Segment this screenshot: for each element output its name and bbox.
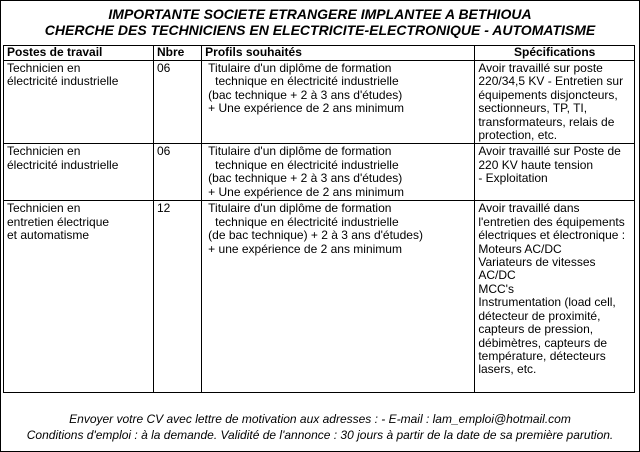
text-line: transformateurs, relais de xyxy=(478,114,615,129)
cell-spec xyxy=(475,201,635,393)
text-line: Technicien en xyxy=(7,201,81,216)
text-line: AC/DC xyxy=(478,268,516,283)
text-line: Technicien en xyxy=(7,61,81,75)
text-line: (bac technique + 2 à 3 ans d'études) xyxy=(208,171,403,186)
ad-subheadline: CHERCHE DES TECHNICIENS EN ELECTRICITE-ELECTRONIQUE - AUTOMATISME xyxy=(44,22,596,38)
text-line: électricité industrielle xyxy=(7,74,119,89)
cell-nbre: 06 xyxy=(153,61,201,144)
text-line: lasers, etc. xyxy=(478,362,537,377)
text-line: MCC's xyxy=(478,281,514,296)
text-line: + Une expérience de 2 ans minimum xyxy=(208,184,404,199)
text-line: protection, etc. xyxy=(478,128,558,143)
text-line: électriques et électronique : xyxy=(478,228,626,243)
job-table xyxy=(3,45,635,393)
text-line: 220 KV haute tension xyxy=(478,157,594,172)
text-line: Avoir travaillé dans xyxy=(478,201,580,216)
col-header-nbre: Nbre xyxy=(153,46,201,61)
text-line: et automatisme xyxy=(7,228,90,243)
contact-line: Envoyer votre CV avec lettre de motivation aux adresses : - E-mail : lam_emploi@hotmail.com xyxy=(69,412,571,426)
text-line: technique en électricité industrielle xyxy=(215,214,399,229)
ad-headline: IMPORTANTE SOCIETE ETRANGERE IMPLANTEE A BETHIOUA xyxy=(108,6,532,22)
text-line: 220/34,5 KV - Entretien sur xyxy=(478,74,624,89)
table-row xyxy=(4,201,635,393)
text-line: Avoir travaillé sur Poste de xyxy=(478,144,621,159)
cell-nbre: 12 xyxy=(153,201,201,393)
conditions-line: Conditions d'emploi : à la demande. Validité de l'annonce : 30 jours à partir de la date de sa première parution. xyxy=(26,428,614,442)
text-line: capteurs de pression, xyxy=(478,322,594,337)
text-line: débimètres, capteurs de xyxy=(478,335,608,350)
table-row xyxy=(4,61,635,144)
table-header-row xyxy=(4,46,635,61)
text-line: température, détecteurs xyxy=(478,348,606,363)
text-line: électricité industrielle xyxy=(7,157,119,172)
text-line: détecteur de proximité, xyxy=(478,308,601,323)
text-line: Titulaire d'un diplôme de formation xyxy=(208,201,392,216)
text-line: Titulaire d'un diplôme de formation xyxy=(208,144,392,159)
text-line: (bac technique + 2 à 3 ans d'études) xyxy=(208,87,403,102)
col-header-poste: Postes de travail xyxy=(4,46,154,61)
cell-poste xyxy=(4,201,154,393)
text-line: équipements disjoncteurs, xyxy=(478,87,618,102)
text-line: Moteurs AC/DC xyxy=(478,241,562,256)
text-line: Instrumentation (load cell, xyxy=(478,295,616,310)
table-row xyxy=(4,144,635,201)
cell-profil xyxy=(202,201,475,393)
text-line: entretien électrique xyxy=(7,214,110,229)
cell-poste xyxy=(4,144,154,201)
cell-poste xyxy=(4,61,154,144)
text-line: Variateurs de vitesses xyxy=(478,255,596,270)
cell-spec xyxy=(475,61,635,144)
text-line: technique en électricité industrielle xyxy=(215,157,399,172)
col-header-spec: Spécifications xyxy=(475,46,635,61)
text-line: sectionneurs, TP, TI, xyxy=(478,101,588,116)
text-line: technique en électricité industrielle xyxy=(215,74,399,89)
text-line: + Une expérience de 2 ans minimum xyxy=(208,101,404,116)
text-line: Titulaire d'un diplôme de formation xyxy=(208,61,392,75)
text-line: Avoir travaillé sur poste xyxy=(478,61,603,75)
col-header-profil: Profils souhaités xyxy=(202,46,475,61)
cell-spec xyxy=(475,144,635,201)
cell-profil xyxy=(202,144,475,201)
cell-profil xyxy=(202,61,475,144)
text-line: + une expérience de 2 ans minimum xyxy=(208,241,402,256)
text-line: - Exploitation xyxy=(478,171,548,186)
text-line: Technicien en xyxy=(7,144,81,159)
text-line: l'entretien des équipements xyxy=(478,214,625,229)
text-line: (de bac technique) + 2 à 3 ans d'études) xyxy=(208,228,423,243)
cell-nbre: 06 xyxy=(153,144,201,201)
